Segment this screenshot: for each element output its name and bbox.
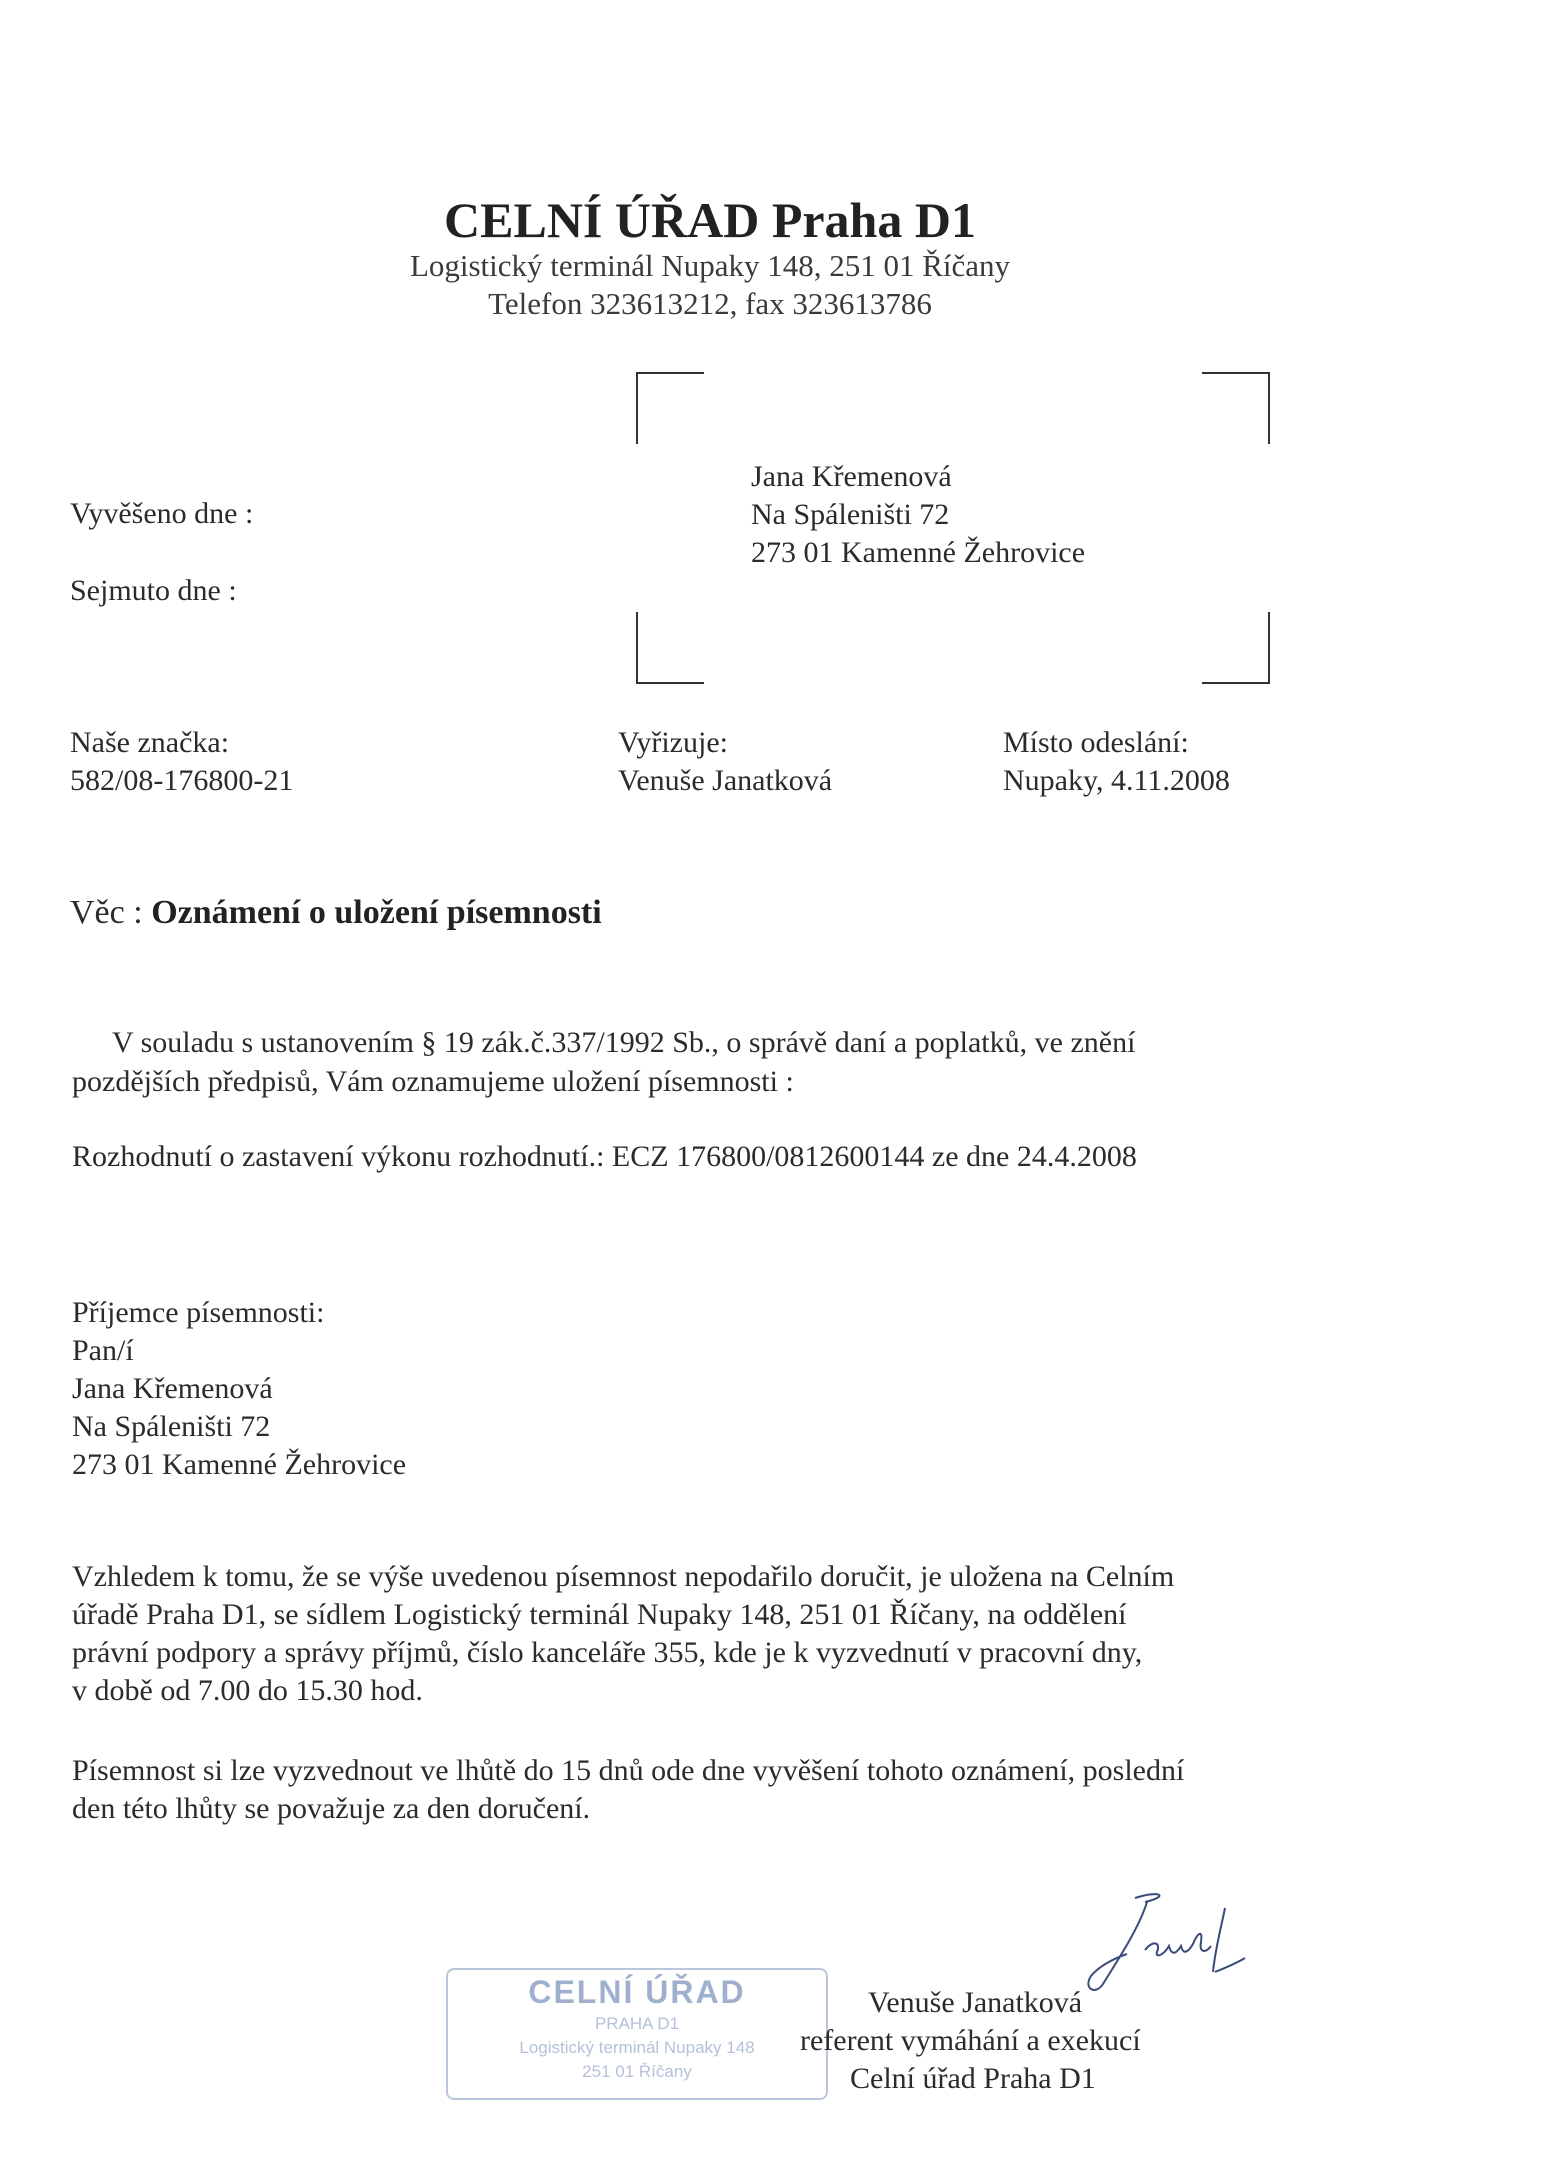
office-contact: Telefon 323613212, fax 323613786 [488,286,932,321]
recipient-street: Na Spáleništi 72 [72,1410,271,1443]
notice-line-4: v době od 7.00 do 15.30 hod. [72,1674,423,1707]
stamp-title: CELNÍ ÚŘAD [528,1974,746,2010]
stamp-line-3: 251 01 Říčany [582,2062,692,2081]
address-window-corner-top-right [1202,372,1270,444]
office-stamp [446,1968,828,2100]
reference-value: 582/08-176800-21 [70,764,294,797]
intro-line-1: V souladu s ustanovením § 19 zák.č.337/1992 Sb., o správě daní a poplatků, ve znění [112,1026,1136,1059]
decision-line: Rozhodnutí o zastavení výkonu rozhodnutí.: ECZ 176800/0812600144 ze dne 24.4.2008 [72,1140,1137,1173]
signatory-role: referent vymáhání a exekucí [800,2024,1141,2057]
subject-text: Oznámení o uložení písemnosti [151,894,602,931]
recipient-label: Příjemce písemnosti: [72,1296,325,1329]
deadline-line-2: den této lhůty se považuje za den doručení. [72,1792,591,1825]
notice-line-3: právní podpory a správy příjmů, číslo kanceláře 355, kde je k vyzvednutí v pracovní dny, [72,1636,1143,1669]
place-value: Nupaky, 4.11.2008 [1003,764,1230,797]
address-window-corner-bottom-left [636,612,704,684]
recipient-salutation: Pan/í [72,1334,134,1367]
recipient-box-name: Jana Křemenová [751,460,952,493]
handler-label: Vyřizuje: [618,726,728,759]
stamp-line-1: PRAHA D1 [594,2014,680,2033]
address-window-corner-top-left [636,372,704,444]
office-address: Logistický terminál Nupaky 148, 251 01 Říčany [409,248,1011,283]
subject-line [70,894,602,932]
handler-value: Venuše Janatková [618,764,833,797]
reference-label: Naše značka: [70,726,230,759]
recipient-name: Jana Křemenová [72,1372,273,1405]
recipient-box-street: Na Spáleništi 72 [751,498,950,531]
posted-date-label: Vyvěšeno dne : [70,497,254,530]
recipient-city: 273 01 Kamenné Žehrovice [72,1448,407,1481]
deadline-line-1: Písemnost si lze vyzvednout ve lhůtě do 15 dnů ode dne vyvěšení tohoto oznámení, poslední [72,1754,1185,1787]
handwritten-signature [1075,1888,1265,1998]
signatory-office: Celní úřad Praha D1 [850,2062,1096,2095]
stamp-line-2: Logistický terminál Nupaky 148 [519,2038,755,2057]
recipient-box-city: 273 01 Kamenné Žehrovice [751,536,1086,569]
address-window-corner-bottom-right [1202,612,1270,684]
office-title: CELNÍ ÚŘAD Praha D1 [444,192,976,248]
signatory-name: Venuše Janatková [868,1986,1083,2019]
notice-line-2: úřadě Praha D1, se sídlem Logistický terminál Nupaky 148, 251 01 Říčany, na oddělení [72,1598,1127,1631]
intro-line-2: pozdějších předpisů, Vám oznamujeme uložení písemnosti : [72,1065,794,1098]
removed-date-label: Sejmuto dne : [70,574,237,607]
notice-line-1: Vzhledem k tomu, že se výše uvedenou písemnost nepodařilo doručit, je uložena na Celním [72,1560,1175,1593]
place-label: Místo odeslání: [1003,726,1189,759]
subject-label: Věc : [70,894,152,931]
